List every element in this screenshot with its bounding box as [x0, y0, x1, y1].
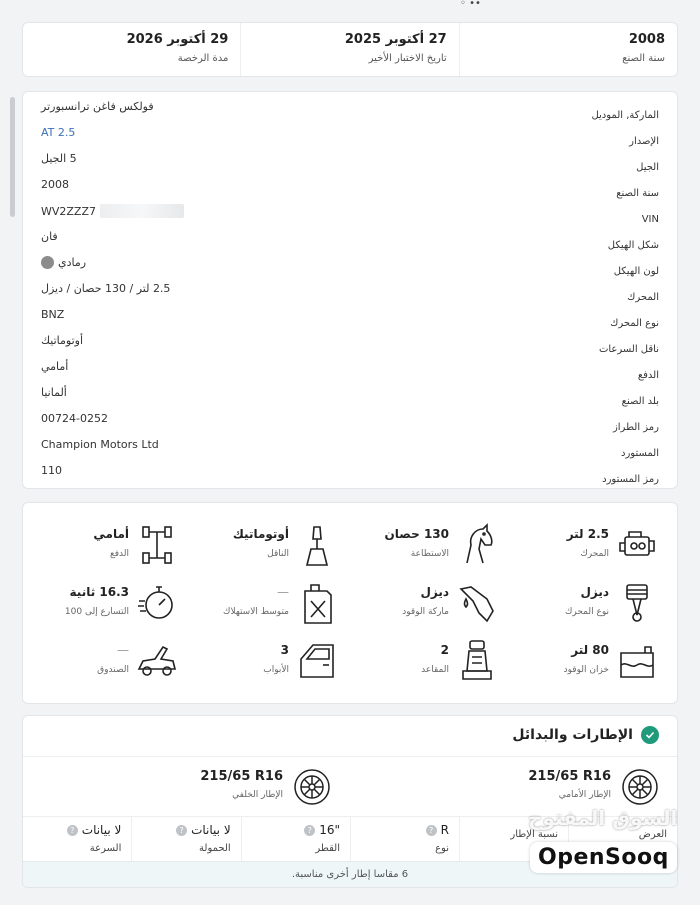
manufacture-year-label: سنة الصنع — [622, 53, 665, 64]
tire-icon — [293, 768, 331, 806]
fuel-nozzle-icon — [457, 581, 497, 625]
license-cell-last-test — [240, 23, 458, 76]
feature-label: الأبواب — [263, 665, 289, 675]
spec-label: الماركة, الموديل — [591, 110, 659, 121]
help-icon[interactable]: ? — [67, 825, 78, 836]
feature-value: أمامي — [93, 527, 129, 541]
watermark-arabic-text: السوق المفتوح — [528, 806, 678, 830]
feature-value: — — [117, 643, 129, 657]
feature-power — [357, 523, 497, 569]
spec-value-text: WV2ZZZ7 — [41, 204, 97, 218]
spec-label: الجيل — [636, 162, 659, 173]
spec-value — [41, 282, 170, 295]
spec-row — [41, 308, 659, 334]
spec-value — [41, 334, 83, 347]
feature-value: 3 — [280, 643, 289, 657]
trunk-icon — [137, 639, 177, 683]
vin-value — [41, 204, 184, 218]
tire-detail-label: الحمولة — [199, 843, 231, 854]
feature-text — [402, 585, 449, 617]
spec-row — [41, 230, 659, 256]
jerrycan-icon — [297, 581, 337, 625]
feature-value: 2 — [440, 643, 449, 657]
spec-value — [41, 412, 108, 425]
vin-blur-mask — [100, 204, 184, 218]
spec-value-text[interactable]: AT 2.5 — [41, 126, 76, 139]
feature-value: — — [277, 585, 289, 599]
feature-text — [223, 585, 289, 617]
help-icon[interactable]: ? — [426, 825, 437, 836]
horse-icon — [457, 523, 497, 567]
feature-label: المقاعد — [421, 665, 449, 675]
license-summary-card — [22, 22, 678, 77]
spec-row — [41, 100, 659, 126]
color-swatch — [41, 256, 54, 269]
spec-value-text: أمامي — [41, 360, 69, 373]
divider — [23, 756, 677, 757]
feature-text — [565, 585, 609, 617]
spec-value-text: ألمانيا — [41, 386, 67, 399]
feature-text — [97, 643, 129, 675]
feature-grid-card — [22, 502, 678, 704]
spec-label: نوع المحرك — [610, 318, 659, 329]
tire-detail-label: نوع — [435, 843, 449, 854]
spec-label: VIN — [641, 214, 659, 225]
feature-text — [65, 585, 129, 617]
spec-row — [41, 178, 659, 204]
feature-drive — [37, 523, 177, 569]
last-test-date-value: 27 أكتوبر 2025 — [344, 32, 447, 47]
spec-value — [41, 438, 159, 451]
feature-value: أوتوماتيك — [232, 527, 289, 541]
rear-tire-details — [23, 816, 350, 864]
tire-detail-value: لا بيانات — [81, 823, 122, 837]
feature-fuel-brand — [357, 581, 497, 627]
spec-value-text: 2.5 لتر / 130 حصان / ديزل — [41, 282, 171, 295]
piston-icon — [617, 581, 657, 625]
tire-detail-value: 16" — [319, 823, 340, 837]
front-tire-size: 215/65 R16 — [528, 769, 611, 784]
feature-value: ديزل — [580, 585, 609, 599]
license-validity-value: 29 أكتوبر 2026 — [126, 32, 229, 47]
feature-engine-type — [517, 581, 657, 627]
feature-transmission — [197, 523, 337, 569]
tire-detail-label: السرعة — [89, 843, 122, 854]
rear-tire-size: 215/65 R16 — [200, 769, 283, 784]
spec-row — [41, 152, 659, 178]
gear-shift-icon — [297, 523, 337, 567]
spec-value — [41, 308, 64, 321]
feature-label: خزان الوقود — [563, 665, 609, 675]
spec-row — [41, 282, 659, 308]
feature-label: ماركة الوقود — [402, 607, 449, 617]
feature-value: 80 لتر — [571, 643, 609, 657]
feature-value: 2.5 لتر — [566, 527, 609, 541]
spec-value-text: فان — [41, 230, 58, 243]
rear-tire — [31, 766, 331, 812]
spec-value — [41, 386, 67, 399]
fuel-tank-icon — [617, 639, 657, 683]
feature-seats — [357, 639, 497, 685]
spec-row — [41, 386, 659, 412]
scrollbar-thumb[interactable] — [10, 97, 15, 217]
feature-label: الدفع — [109, 549, 129, 559]
spec-label: رمز المستورد — [602, 474, 659, 485]
spec-value-text: رمادي — [58, 256, 87, 269]
license-cell-validity — [23, 23, 240, 76]
feature-text — [93, 527, 129, 559]
spec-row — [41, 204, 659, 230]
help-icon[interactable]: ? — [176, 825, 187, 836]
feature-label: الصندوق — [97, 665, 129, 675]
spec-label: لون الهيكل — [613, 266, 659, 277]
spec-row — [41, 438, 659, 464]
spec-value-text: 110 — [41, 464, 62, 477]
spec-value — [41, 360, 68, 373]
tire-detail-speed — [23, 817, 131, 864]
spec-row — [41, 464, 659, 490]
feature-text — [567, 527, 609, 559]
feature-fuel-tank — [517, 639, 657, 685]
tires-header — [512, 726, 659, 744]
spec-row — [41, 412, 659, 438]
spec-label: المستورد — [621, 448, 659, 459]
feature-label: المحرك — [580, 549, 609, 559]
spec-row — [41, 256, 659, 282]
feature-text — [564, 643, 609, 675]
spec-label: سنة الصنع — [616, 188, 659, 199]
stopwatch-icon — [137, 581, 177, 625]
feature-label: الاستطاعة — [410, 549, 449, 559]
seat-icon — [457, 639, 497, 683]
last-test-date-label: تاريخ الاختبار الأخير — [368, 53, 447, 64]
spec-row — [41, 360, 659, 386]
feature-consumption — [197, 581, 337, 627]
feature-text — [421, 643, 449, 675]
tires-title: الإطارات والبدائل — [512, 727, 633, 743]
license-validity-label: مدة الرخصة — [177, 53, 229, 64]
spec-label: الدفع — [637, 370, 659, 381]
tire-detail-value: R — [440, 823, 449, 837]
license-cell-year — [459, 23, 677, 76]
feature-value: ديزل — [420, 585, 449, 599]
spec-label: الإصدار — [629, 136, 659, 147]
spec-value — [41, 230, 58, 243]
tire-icon — [621, 768, 659, 806]
spec-value-text: BNZ — [41, 308, 65, 321]
spec-row[interactable] — [41, 126, 659, 152]
spec-value — [41, 100, 154, 113]
spec-value — [41, 152, 77, 165]
feature-text — [385, 527, 449, 559]
tire-detail-label: نسبة الإطار — [510, 829, 558, 840]
opensooq-watermark — [528, 806, 690, 882]
spec-value — [41, 256, 86, 269]
spec-value-text: 5 الجيل — [41, 152, 77, 165]
tire-detail-load — [131, 817, 240, 864]
feature-text — [263, 643, 289, 675]
rear-tire-label: الإطار الخلفي — [232, 790, 283, 800]
spec-value-text: فولكس فاغن ترانسبورتر — [41, 100, 154, 113]
feature-text — [233, 527, 289, 559]
spec-row — [41, 334, 659, 360]
feature-label: الناقل — [267, 549, 289, 559]
tire-detail-label: القطر — [315, 843, 340, 854]
spec-value-text: 00724-0252 — [41, 412, 108, 425]
feature-doors — [197, 639, 337, 685]
feature-engine — [517, 523, 657, 569]
tire-detail-label: العرض — [638, 829, 667, 840]
engine-icon — [617, 523, 657, 567]
feature-value: 130 حصان — [384, 527, 449, 541]
drivetrain-icon — [137, 523, 177, 567]
spec-label: رمز الطراز — [612, 422, 659, 433]
feature-label: نوع المحرك — [564, 607, 609, 617]
vehicle-spec-card — [22, 91, 678, 489]
spec-label: ناقل السرعات — [598, 344, 659, 355]
feature-label: التسارع إلى 100 — [64, 607, 129, 617]
clipped-top-content: •• ◦ — [460, 0, 481, 9]
feature-label: متوسط الاستهلاك — [223, 607, 289, 617]
tire-detail-value: لا بيانات — [191, 823, 231, 837]
front-tire-label: الإطار الأمامي — [558, 790, 611, 800]
version-link[interactable] — [41, 126, 75, 139]
spec-label: المحرك — [627, 292, 659, 303]
more-tire-sizes-link[interactable]: 6 مقاسا إطار أخرى مناسبة. — [23, 861, 677, 887]
door-icon — [297, 639, 337, 683]
spec-value — [41, 464, 62, 477]
watermark-brand-logo: OpenSooq — [530, 842, 677, 873]
spec-value — [41, 178, 69, 191]
spec-value-text: 2008 — [41, 178, 69, 191]
tire-detail-diameter — [241, 817, 350, 864]
spec-label: شكل الهيكل — [607, 240, 659, 251]
spec-value-text: أوتوماتيك — [41, 334, 84, 347]
feature-acceleration — [37, 581, 177, 627]
spec-label: بلد الصنع — [621, 396, 659, 407]
manufacture-year-value: 2008 — [628, 32, 665, 47]
help-icon[interactable]: ? — [304, 825, 315, 836]
spec-value-text: Champion Motors Ltd — [41, 438, 159, 451]
tire-detail-type — [350, 817, 459, 864]
feature-value: 16.3 ثانية — [69, 585, 129, 599]
check-circle-icon — [641, 726, 659, 744]
feature-trunk — [37, 639, 177, 685]
